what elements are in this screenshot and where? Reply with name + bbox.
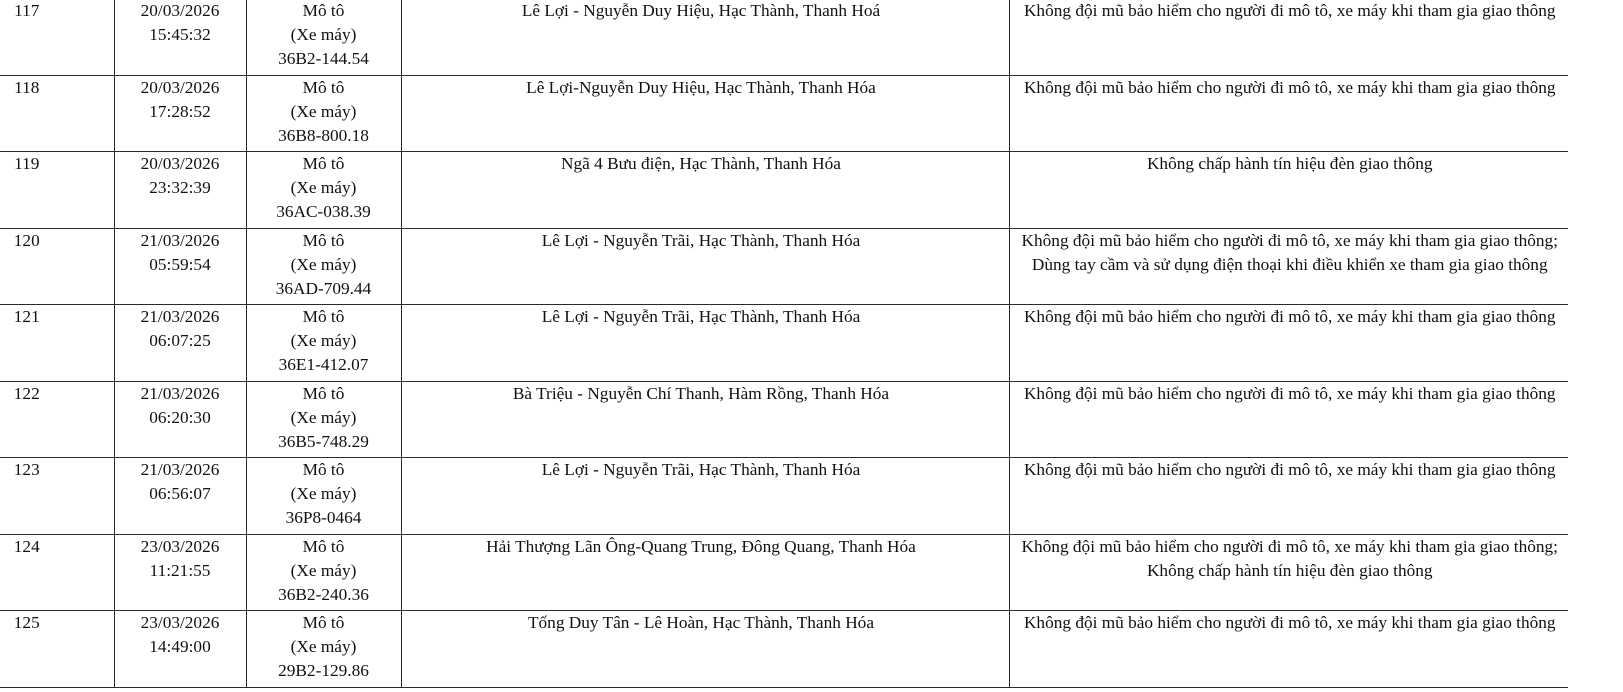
row-number-cell — [0, 152, 114, 229]
vehicle-cell — [246, 534, 401, 611]
violation-description: Dùng tay cầm và sử dụng điện thoại khi điều khiển xe tham gia giao thông — [1031, 254, 1548, 274]
row-number-cell — [0, 611, 114, 688]
license-plate: 36B8-800.18 — [278, 125, 369, 145]
vehicle-subtype: (Xe máy) — [290, 101, 357, 121]
vehicle-cell — [246, 0, 401, 75]
vehicle-cell — [246, 611, 401, 688]
vehicle-subtype: (Xe máy) — [290, 484, 357, 504]
violation-time: 06:20:30 — [149, 407, 211, 427]
vehicle-type: Mô tô — [302, 230, 345, 250]
violation-description: Không chấp hành tín hiệu đèn giao thông — [1146, 560, 1433, 580]
license-plate: 36P8-0464 — [285, 508, 362, 528]
timestamp-cell — [114, 0, 246, 75]
row-number: 121 — [13, 307, 40, 326]
location-cell — [401, 305, 1009, 382]
location-cell — [401, 458, 1009, 535]
violation-date: 21/03/2026 — [140, 307, 220, 326]
vehicle-subtype: (Xe máy) — [290, 254, 357, 274]
row-number: 122 — [13, 383, 40, 403]
page-right-margin — [1568, 0, 1623, 690]
violation-cell — [1009, 305, 1623, 382]
vehicle-cell — [246, 381, 401, 458]
violation-time: 15:45:32 — [149, 25, 211, 45]
violation-cell — [1009, 152, 1623, 229]
violation-description: Không đội mũ bảo hiểm cho người đi mô tô, xe máy khi tham gia giao thông — [1023, 383, 1556, 403]
vehicle-type: Mô tô — [302, 307, 345, 326]
violation-description: Không đội mũ bảo hiểm cho người đi mô tô, xe máy khi tham gia giao thông — [1023, 613, 1556, 632]
table-row — [0, 534, 1623, 611]
license-plate: 36AD-709.44 — [275, 278, 372, 298]
violation-location: Tống Duy Tân - Lê Hoàn, Hạc Thành, Thanh Hóa — [527, 613, 874, 632]
table-row — [0, 152, 1623, 229]
violation-description: Không đội mũ bảo hiểm cho người đi mô tô, xe máy khi tham gia giao thông; — [1021, 536, 1558, 556]
vehicle-type: Mô tô — [302, 77, 345, 97]
vehicle-subtype: (Xe máy) — [290, 560, 357, 580]
timestamp-cell — [114, 152, 246, 229]
location-cell — [401, 0, 1009, 75]
license-plate: 36B2-240.36 — [278, 584, 369, 604]
violation-date: 23/03/2026 — [140, 536, 220, 556]
violation-date: 20/03/2026 — [140, 77, 220, 97]
timestamp-cell — [114, 75, 246, 152]
vehicle-subtype: (Xe máy) — [290, 637, 357, 657]
violation-cell — [1009, 75, 1623, 152]
violation-time: 06:07:25 — [149, 331, 211, 351]
violation-time: 11:21:55 — [149, 560, 211, 580]
violation-date: 23/03/2026 — [140, 613, 220, 632]
vehicle-subtype: (Xe máy) — [290, 407, 357, 427]
location-cell — [401, 75, 1009, 152]
row-number-cell — [0, 381, 114, 458]
table-row — [0, 611, 1623, 688]
violation-date: 21/03/2026 — [140, 460, 220, 479]
vehicle-cell — [246, 305, 401, 382]
vehicle-subtype: (Xe máy) — [290, 25, 357, 45]
vehicle-type: Mô tô — [302, 460, 345, 479]
license-plate: 29B2-129.86 — [278, 661, 369, 681]
row-number: 120 — [13, 230, 40, 250]
violation-description: Không đội mũ bảo hiểm cho người đi mô tô, xe máy khi tham gia giao thông — [1023, 460, 1556, 479]
table-row — [0, 0, 1623, 75]
violation-date: 20/03/2026 — [140, 154, 220, 173]
violation-location: Hải Thượng Lãn Ông-Quang Trung, Đông Quang, Thanh Hóa — [486, 536, 916, 556]
row-number-cell — [0, 305, 114, 382]
violation-time: 05:59:54 — [149, 254, 211, 274]
row-number: 124 — [13, 536, 40, 556]
table-row — [0, 458, 1623, 535]
timestamp-cell — [114, 458, 246, 535]
violation-location: Bà Triệu - Nguyễn Chí Thanh, Hàm Rồng, Thanh Hóa — [512, 383, 890, 403]
timestamp-cell — [114, 305, 246, 382]
row-number-cell — [0, 458, 114, 535]
row-number: 117 — [14, 1, 40, 20]
violation-cell — [1009, 228, 1623, 305]
violation-cell — [1009, 534, 1623, 611]
location-cell — [401, 381, 1009, 458]
violation-description: Không chấp hành tín hiệu đèn giao thông — [1146, 154, 1433, 173]
violation-description: Không đội mũ bảo hiểm cho người đi mô tô, xe máy khi tham gia giao thông — [1023, 77, 1556, 97]
violation-time: 14:49:00 — [149, 637, 211, 657]
vehicle-cell — [246, 458, 401, 535]
table-row — [0, 305, 1623, 382]
row-number: 119 — [14, 154, 40, 173]
location-cell — [401, 611, 1009, 688]
vehicle-type: Mô tô — [302, 383, 345, 403]
location-cell — [401, 534, 1009, 611]
vehicle-cell — [246, 228, 401, 305]
violation-description: Không đội mũ bảo hiểm cho người đi mô tô, xe máy khi tham gia giao thông — [1023, 307, 1556, 326]
violation-time: 06:56:07 — [149, 484, 211, 504]
row-number: 118 — [14, 77, 40, 97]
table-row — [0, 75, 1623, 152]
violation-location: Lê Lợi - Nguyễn Trãi, Hạc Thành, Thanh Hóa — [541, 460, 861, 479]
violation-time: 17:28:52 — [149, 101, 211, 121]
violation-location: Lê Lợi - Nguyễn Duy Hiệu, Hạc Thành, Thanh Hoá — [521, 1, 881, 20]
license-plate: 36B2-144.54 — [278, 49, 369, 69]
license-plate: 36E1-412.07 — [278, 355, 369, 375]
violation-cell — [1009, 611, 1623, 688]
license-plate: 36AC-038.39 — [276, 202, 371, 222]
row-number: 125 — [13, 613, 40, 632]
location-cell — [401, 228, 1009, 305]
table-row — [0, 228, 1623, 305]
vehicle-type: Mô tô — [302, 613, 345, 632]
violation-time: 23:32:39 — [149, 178, 211, 198]
vehicle-cell — [246, 75, 401, 152]
row-number-cell — [0, 0, 114, 75]
vehicle-subtype: (Xe máy) — [290, 178, 357, 198]
violation-location: Lê Lợi - Nguyễn Trãi, Hạc Thành, Thanh Hóa — [541, 307, 861, 326]
row-number-cell — [0, 75, 114, 152]
row-number-cell — [0, 228, 114, 305]
violation-cell — [1009, 381, 1623, 458]
vehicle-type: Mô tô — [302, 536, 345, 556]
violation-cell — [1009, 458, 1623, 535]
violation-cell — [1009, 0, 1623, 75]
violation-location: Lê Lợi - Nguyễn Trãi, Hạc Thành, Thanh Hóa — [541, 230, 861, 250]
location-cell — [401, 152, 1009, 229]
table-row — [0, 381, 1623, 458]
violation-location: Ngã 4 Bưu điện, Hạc Thành, Thanh Hóa — [561, 154, 841, 173]
vehicle-type: Mô tô — [302, 1, 345, 20]
violation-date: 21/03/2026 — [140, 383, 220, 403]
violation-date: 21/03/2026 — [140, 230, 220, 250]
timestamp-cell — [114, 381, 246, 458]
vehicle-cell — [246, 152, 401, 229]
row-number: 123 — [13, 460, 40, 479]
vehicle-subtype: (Xe máy) — [290, 331, 357, 351]
timestamp-cell — [114, 534, 246, 611]
row-number-cell — [0, 534, 114, 611]
violation-description: Không đội mũ bảo hiểm cho người đi mô tô, xe máy khi tham gia giao thông — [1023, 1, 1556, 20]
violation-location: Lê Lợi-Nguyễn Duy Hiệu, Hạc Thành, Thanh Hóa — [526, 77, 876, 97]
vehicle-type: Mô tô — [302, 154, 345, 173]
timestamp-cell — [114, 611, 246, 688]
violation-date: 20/03/2026 — [140, 1, 220, 20]
license-plate: 36B5-748.29 — [278, 431, 369, 451]
timestamp-cell — [114, 228, 246, 305]
violation-description: Không đội mũ bảo hiểm cho người đi mô tô, xe máy khi tham gia giao thông; — [1021, 230, 1558, 250]
